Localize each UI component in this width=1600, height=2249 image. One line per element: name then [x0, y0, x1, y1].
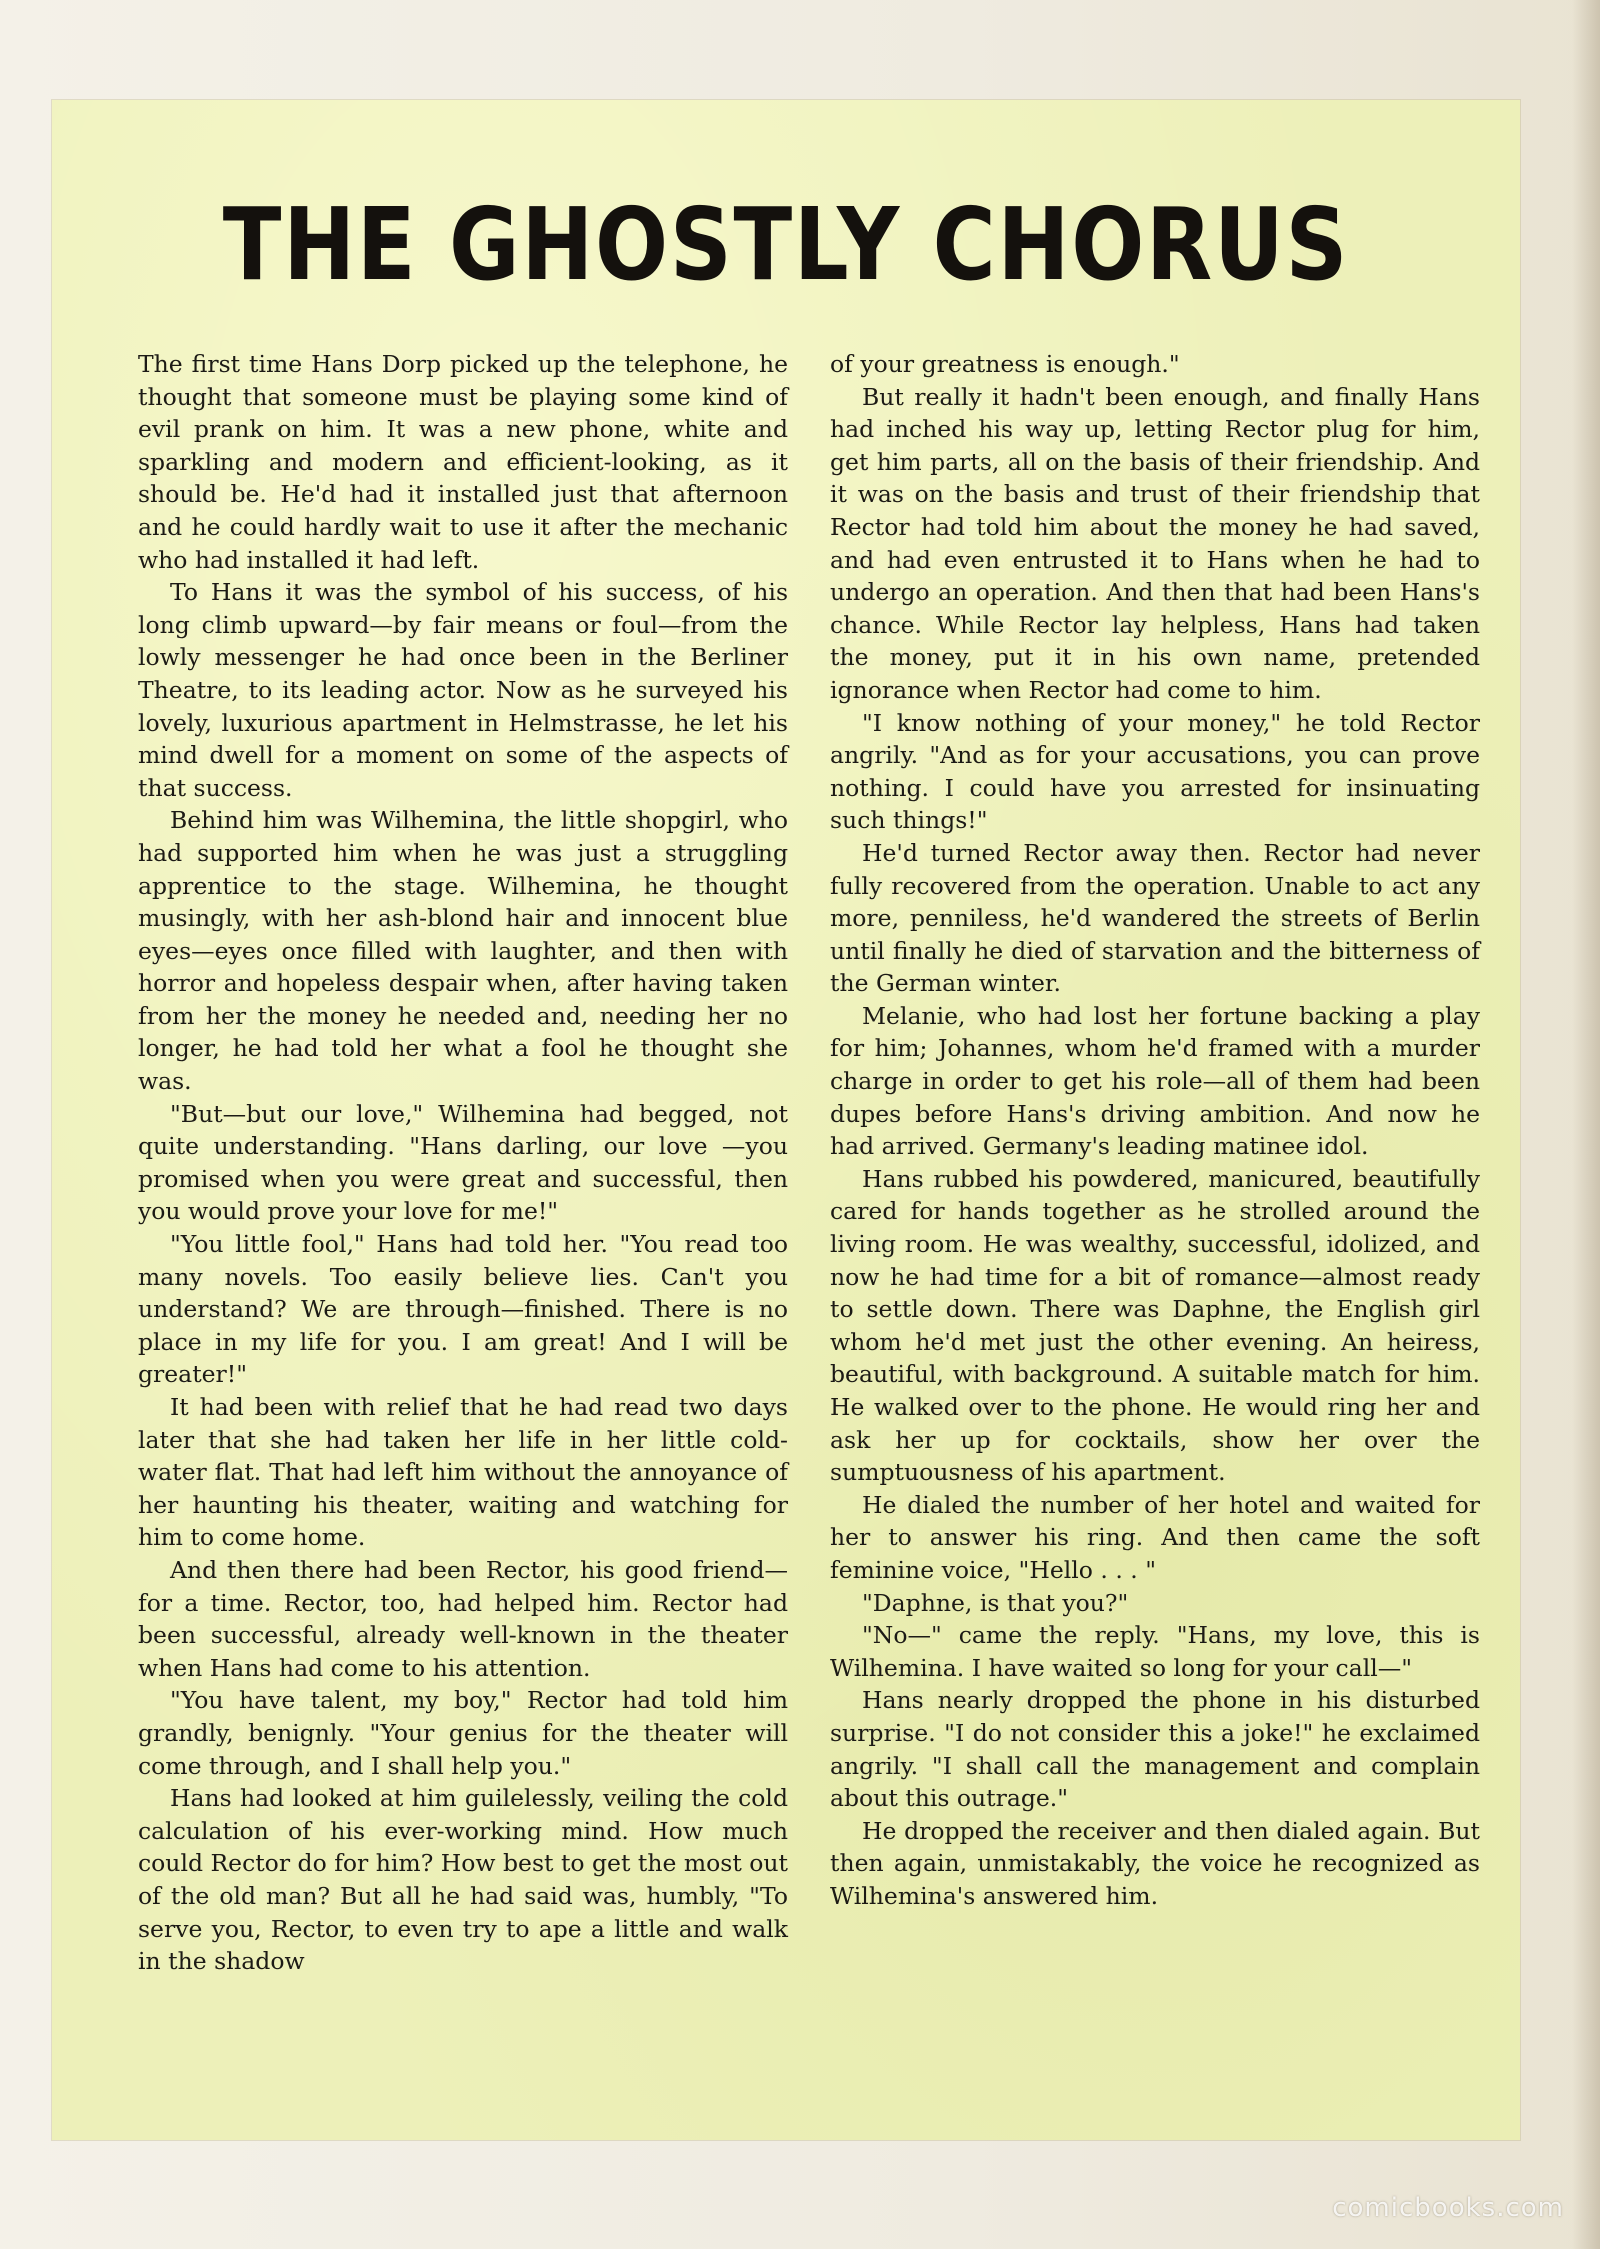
- paragraph: And then there had been Rector, his good friend—for a time. Rector, too, had helped him. Rector had been successful, already well-known in the theater when Hans had come to his attention.: [138, 1555, 788, 1682]
- paragraph: He dropped the receiver and then dialed again. But then again, unmistakably, the voice he recognized as Wilhemina's answered him.: [830, 1816, 1480, 1910]
- paragraph: He dialed the number of her hotel and waited for her to answer his ring. And then came the soft feminine voice, "Hello . . . ": [830, 1490, 1480, 1584]
- paragraph: "But—but our love," Wilhemina had begged, not quite understanding. "Hans darling, our love —you promised when you were great and successful, then you would prove your love for me!": [138, 1099, 788, 1226]
- paragraph: Behind him was Wilhemina, the little shopgirl, who had supported him when he was just a struggling apprentice to the stage. Wilhemina, he thought musingly, with her ash-blond hair and innocent blue eyes—eyes once filled with laughter, and then with horror and hopeless despair when, after having taken from her the money he needed and, needing her no longer, he had told her what a fool he thought she was.: [138, 806, 788, 1096]
- paragraph: "I know nothing of your money," he told Rector angrily. "And as for your accusations, you can prove nothing. I could have you arrested for insinuating such things!": [830, 708, 1480, 835]
- paragraph: "You little fool," Hans had told her. "You read too many novels. Too easily believe lies. Can't you understand? We are through—finished. There is no place in my life for you. I am great! And I will be greater!": [138, 1230, 788, 1389]
- paragraph: "You have talent, my boy," Rector had told him grandly, benignly. "Your genius for the theater will come through, and I shall help you.": [138, 1686, 788, 1780]
- paragraph: It had been with relief that he had read two days later that she had taken her life in her little cold-water flat. That had left him without the annoyance of her haunting his theater, waiting and watching for him to come home.: [138, 1393, 788, 1552]
- paragraph: Hans nearly dropped the phone in his disturbed surprise. "I do not consider this a joke!" he exclaimed angrily. "I shall call the management and complain about this outrage.": [830, 1686, 1480, 1813]
- paragraph: Melanie, who had lost her fortune backing a play for him; Johannes, whom he'd framed with a murder charge in order to get his role—all of them had been dupes before Hans's driving ambition. And now he had arrived. Germany's leading matinee idol.: [830, 1001, 1480, 1161]
- paragraph: "No—" came the reply. "Hans, my love, this is Wilhemina. I have waited so long for your call—": [830, 1621, 1480, 1682]
- right-column: [830, 348, 1480, 1913]
- paragraph: To Hans it was the symbol of his success, of his long climb upward—by fair means or foul—from the lowly messenger he had once been in the Berliner Theatre, to its leading actor. Now as he surveyed his lovely, luxurious apartment in Helmstrasse, he let his mind dwell for a moment on some of the aspects of that success.: [138, 578, 788, 802]
- story-panel: [52, 100, 1520, 2140]
- paragraph: of your greatness is enough.": [830, 350, 1180, 378]
- paragraph: The first time Hans Dorp picked up the telephone, he thought that someone must be playing some kind of evil prank on him. It was a new phone, white and sparkling and modern and efficient-looking, as it should be. He'd had it installed just that afternoon and he could hardly wait to use it after the mechanic who had installed it had left.: [138, 350, 788, 574]
- paragraph: He'd turned Rector away then. Rector had never fully recovered from the operation. Unable to act any more, penniless, he'd wandered the streets of Berlin until finally he died of starvation and the bitterness of the German winter.: [830, 838, 1480, 998]
- paragraph: Hans rubbed his powdered, manicured, beautifully cared for hands together as he strolled around the living room. He was wealthy, successful, idolized, and now he had time for a bit of romance—almost ready to settle down. There was Daphne, the English girl whom he'd met just the other evening. An heiress, beautiful, with background. A suitable match for him. He walked over to the phone. He would ring her and ask her up for cocktails, show her over the sumptuousness of his apartment.: [830, 1164, 1480, 1487]
- left-column: [138, 348, 788, 1978]
- paragraph: "Daphne, is that you?": [862, 1588, 1129, 1617]
- paragraph: But really it hadn't been enough, and finally Hans had inched his way up, letting Rector plug for him, get him parts, all on the basis of their friendship. And it was on the basis and trust of their friendship that Rector had told him about the money he had saved, and had even entrusted it to Hans when he had to undergo an operation. And then that had been Hans's chance. While Rector lay helpless, Hans had taken the money, put it in his own name, pretended ignorance when Rector had come to him.: [830, 382, 1480, 704]
- watermark: comicbooks.com: [1332, 2193, 1564, 2223]
- story-title: THE GHOSTLY CHORUS: [222, 186, 1350, 303]
- paragraph: Hans had looked at him guilelessly, veiling the cold calculation of his ever-working mind. How much could Rector do for him? How best to get the most out of the old man? But all he had said was, humbly, "To serve you, Rector, to even try to ape a little and walk in the shadow: [138, 1784, 788, 1976]
